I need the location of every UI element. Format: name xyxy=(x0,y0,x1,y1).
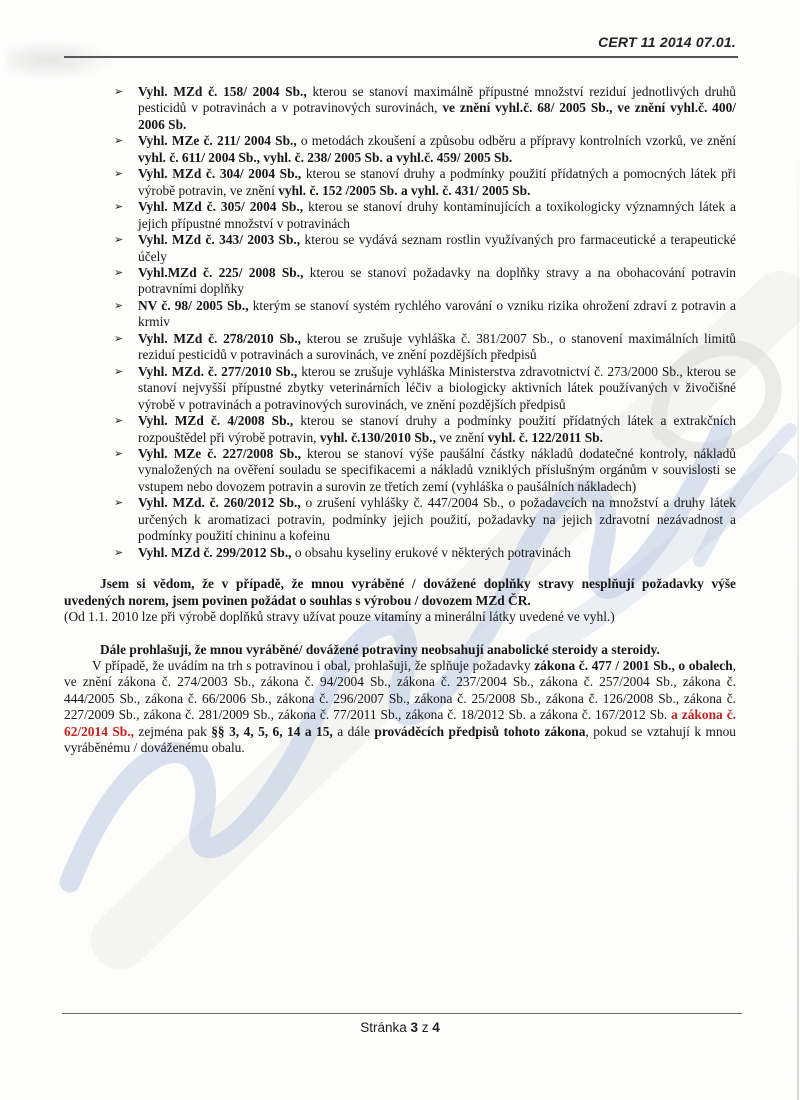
list-item xyxy=(64,413,736,446)
paragraph-note: (Od 1.1. 2010 lze při výrobě doplňků stravy užívat pouze vitamíny a minerální látky uvedené ve vyhl.) xyxy=(64,609,615,625)
list-item xyxy=(64,84,736,133)
arrow-bullet-icon: ➢ xyxy=(114,85,124,98)
list-item-text: Vyhl. MZd č. 304/ 2004 Sb., kterou se stanoví druhy a podmínky použití přídatných a pomocných látek při výrobě potravin, ve znění vyhl. č. 152 /2005 Sb. a vyhl. č. 431/ 2005 Sb. xyxy=(138,166,736,198)
list-item xyxy=(64,446,736,495)
list-item xyxy=(64,545,736,561)
paragraph-packaging: V případě, že uvádím na trh s potravinou i obal, prohlašuji, že splňuje požadavky zákona č. 477 / 2001 Sb., o obalech, ve znění zákona č. 274/2003 Sb., zákona č. 94/2004 Sb., zákona č. 237/2004 Sb., zákona č. 257/2004 Sb., zákona č. 444/2005 Sb., zákona č. 66/2006 Sb., zákona č. 296/2007 Sb., zákona č. 25/2008 Sb., zákona č. 126/2008 Sb., zákona č. 227/2009 Sb., zákona č. 281/2009 Sb., zákona č. 77/2011 Sb., zákona č. 18/2012 Sb. a zákona č. 167/2012 Sb. a zákona č. 62/2014 Sb., zejména pak §§ 3, 4, 5, 6, 14 a 15, a dále prováděcích předpisů tohoto zákona, pokud se vztahují k mnou vyráběnému / dováženému obalu. xyxy=(64,657,737,756)
list-item xyxy=(64,133,736,166)
arrow-bullet-icon: ➢ xyxy=(114,496,124,510)
list-item-text: Vyhl. MZd. č. 277/2010 Sb., kterou se zrušuje vyhláška Ministerstva zdravotnictví č. 273/2000 Sb., kterou se stanoví nejvyšší přípustné zbytky veterinárních léčiv a biologicky aktivních látek používaných v živočišné výrobě v potravinách a potravinových surovinách, ve znění pozdějších předpisů xyxy=(138,363,736,412)
list-item-text: Vyhl. MZd č. 305/ 2004 Sb., kterou se stanoví druhy kontaminujících a toxikologicky významných látek a jejich přípustné množství v potravinách xyxy=(138,199,736,231)
list-item xyxy=(64,298,736,331)
arrow-bullet-icon: ➢ xyxy=(114,331,124,345)
list-item-text: Vyhl. MZd č. 4/2008 Sb., kterou se stanoví druhy a podmínky použití přídatných látek a extrakčních rozpouštědel při výrobě potravin, vyhl. č.130/2010 Sb., ve znění vyhl. č. 122/2011 Sb. xyxy=(138,413,736,445)
arrow-bullet-icon: ➢ xyxy=(114,545,124,559)
list-item xyxy=(64,364,736,413)
document-body xyxy=(64,84,736,757)
list-item-text: Vyhl. MZd č. 278/2010 Sb., kterou se zrušuje vyhláška č. 381/2007 Sb., o stanovení maximálních limitů reziduí pesticidů v potravinách a surovinách, ve znění pozdějších předpisů xyxy=(138,330,736,363)
list-item-text: Vyhl. MZd č. 343/ 2003 Sb., kterou se vydává seznam rostlin využívaných pro farmaceutické a terapeutické účely xyxy=(138,232,736,264)
list-item-text: NV č. 98/ 2005 Sb., kterým se stanoví systém rychlého varování o vzniku rizika ohrožení zdraví z potravin a krmiv xyxy=(138,297,736,330)
list-item-text: Vyhl. MZe č. 227/2008 Sb., kterou se stanoví výše paušální částky nákladů dodatečné kontroly, nákladů vynaložených na ověření souladu se specifikacemi a nákladů vzniklých příslušným orgánům v souvislosti se vstupem nebo dovozem potravin a surovin ze třetích zemí (vyhláška o paušálních nákladech) xyxy=(138,445,736,494)
list-item-text: Vyhl. MZe č. 211/ 2004 Sb., o metodách zkoušení a způsobu odběru a přípravy kontrolních vzorků, ve znění vyhl. č. 611/ 2004 Sb., vyhl. č. 238/ 2005 Sb. a vyhl.č. 459/ 2005 Sb. xyxy=(138,133,737,165)
list-item xyxy=(64,331,736,364)
list-item-text: Vyhl. MZd. č. 260/2012 Sb., o zrušení vyhlášky č. 447/2004 Sb., o požadavcích na množství a druhy látek určených k aromatizaci potravin, podmínky jejich použití, požadavky na jejich zdravotní nezávadnost a podmínky použití chininu a kofeinu xyxy=(138,495,736,544)
header-rule xyxy=(64,56,738,58)
list-item xyxy=(64,199,736,232)
page-number: Stránka 3 z 4 xyxy=(360,1020,440,1035)
arrow-bullet-icon: ➢ xyxy=(114,298,124,312)
arrow-bullet-icon: ➢ xyxy=(114,446,124,460)
paragraph-declaration: Dále prohlašuji, že mnou vyráběné/ dovážené potraviny neobsahují anabolické steroidy a steroidy. xyxy=(100,641,660,657)
arrow-bullet-icon: ➢ xyxy=(114,233,124,247)
paragraph-awareness: Jsem si vědom, že v případě, že mnou vyráběné / dovážené doplňky stravy nesplňují požadavky výše uvedených norem, jsem povinen požádat o souhlas s výrobou / dovozem MZd ČR. xyxy=(64,576,736,608)
arrow-bullet-icon: ➢ xyxy=(114,167,124,181)
list-item xyxy=(64,265,736,298)
scan-smudge xyxy=(6,40,116,80)
list-item xyxy=(64,166,736,199)
arrow-bullet-icon: ➢ xyxy=(114,265,124,279)
list-item-text: Vyhl.MZd č. 225/ 2008 Sb., kterou se stanoví požadavky na doplňky stravy a na obohacování potravin potravními doplňky xyxy=(138,264,736,297)
arrow-bullet-icon: ➢ xyxy=(114,200,124,214)
scan-edge-shadow xyxy=(797,0,799,1100)
regulation-list xyxy=(64,84,736,561)
footer-rule xyxy=(62,1013,742,1014)
list-item xyxy=(64,495,736,544)
arrow-bullet-icon: ➢ xyxy=(114,364,124,378)
list-item xyxy=(64,232,736,265)
header-title: CERT 11 2014 07.01. xyxy=(598,34,736,50)
list-item-text: Vyhl. MZd č. 158/ 2004 Sb., kterou se stanoví maximálně přípustné množství reziduí jednotlivých druhů pesticidů v potravinách a v potravinových surovinách, ve znění vyhl.č. 68/ 2005 Sb., ve znění vyhl.č. 400/ 2006 Sb. xyxy=(138,84,736,132)
list-item-text: Vyhl. MZd č. 299/2012 Sb., o obsahu kyseliny erukové v některých potravinách xyxy=(138,544,571,560)
arrow-bullet-icon: ➢ xyxy=(114,134,124,148)
arrow-bullet-icon: ➢ xyxy=(114,414,124,428)
